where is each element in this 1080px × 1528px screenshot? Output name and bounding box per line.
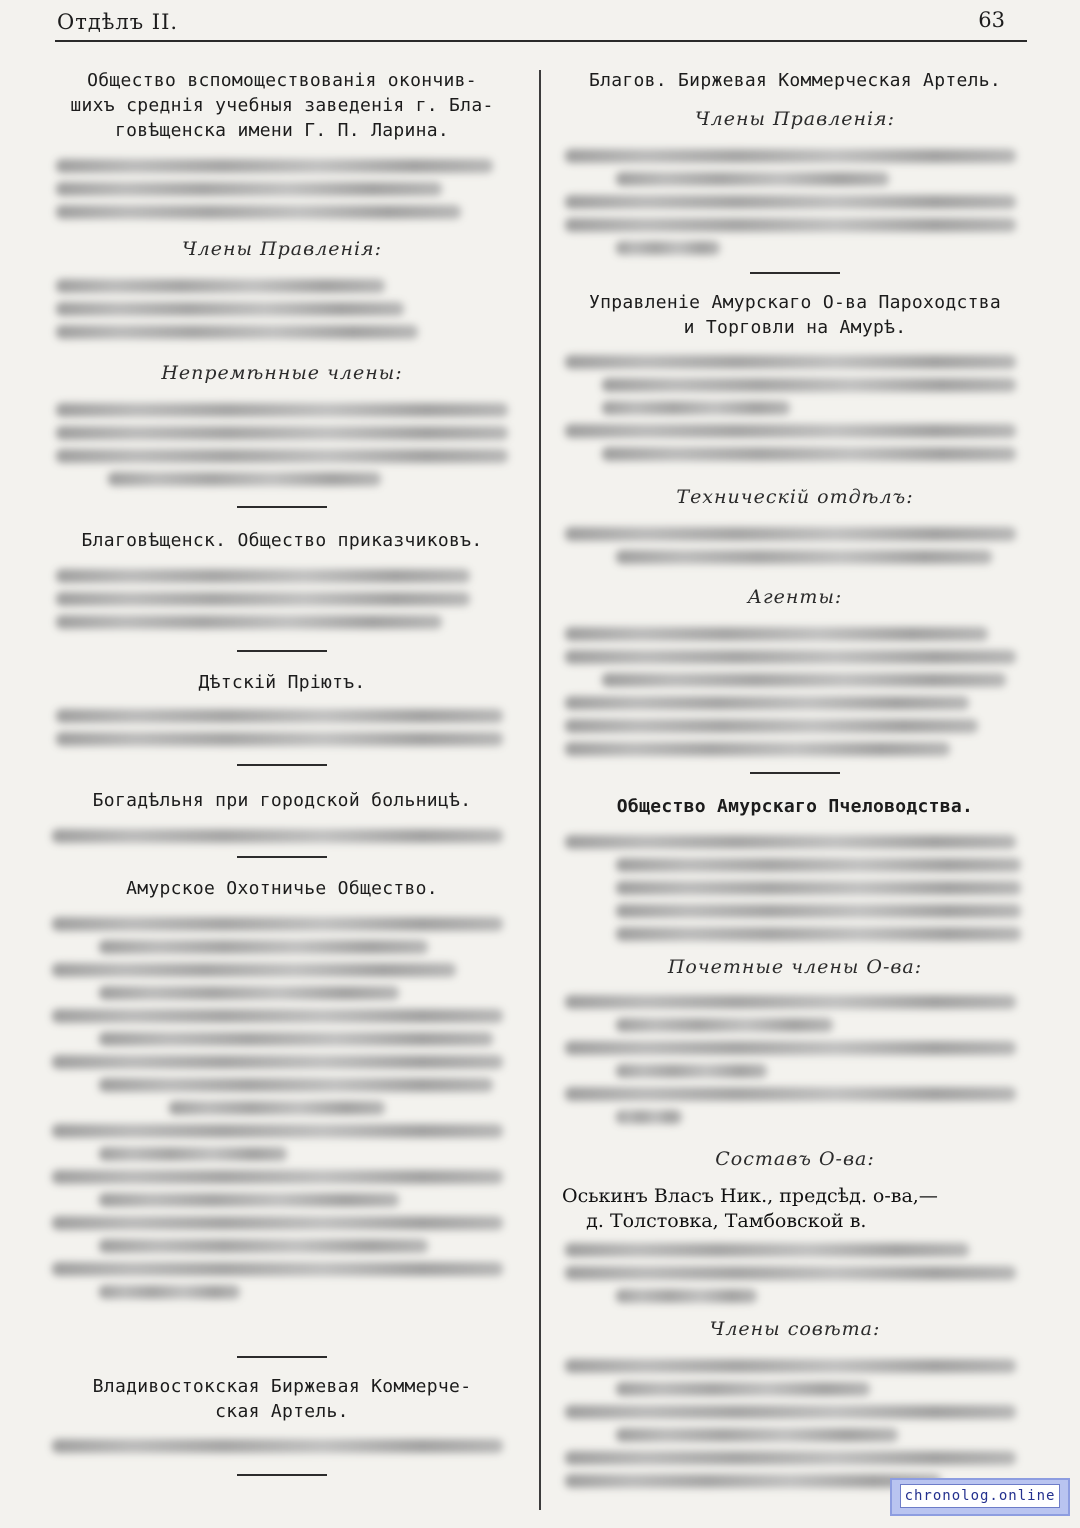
redacted-entries xyxy=(560,988,1030,1133)
watermark-badge xyxy=(890,1478,1070,1516)
watermark-text: chronolog.online xyxy=(900,1484,1060,1508)
heading-vladivostok-artel: Владивостокская Биржевая Коммерче- ская Артель. xyxy=(92,1376,472,1422)
redacted-entries xyxy=(560,620,1030,765)
subheading-permanent-members: Непремѣнные члены: xyxy=(161,362,403,384)
subheading-honorary-members: Почетные члены О-ва: xyxy=(667,956,923,978)
section-title: Отдѣлъ II. xyxy=(57,10,179,34)
column-divider xyxy=(539,70,541,1510)
redacted-entries xyxy=(560,1352,1030,1497)
separator-rule xyxy=(47,1356,517,1358)
separator-rule xyxy=(47,856,517,858)
redacted-entries xyxy=(47,396,517,495)
subheading-technical-dept: Техническій отдѣлъ: xyxy=(676,486,914,508)
subheading-council-members: Члены совѣта: xyxy=(709,1318,881,1340)
separator-rule xyxy=(47,506,517,508)
heading-blagov-artel: Благов. Биржевая Коммерческая Артель. xyxy=(588,70,1002,91)
subheading-composition: Составъ О-ва: xyxy=(715,1148,875,1170)
separator-rule xyxy=(47,1474,517,1476)
redacted-entries xyxy=(47,1432,517,1462)
separator-rule xyxy=(47,650,517,652)
redacted-entries xyxy=(47,822,517,852)
subheading-board-members: Члены Правленія: xyxy=(181,238,383,260)
separator-rule xyxy=(560,772,1030,774)
redacted-entries xyxy=(47,562,517,638)
redacted-entries xyxy=(47,702,517,755)
subheading-agents: Агенты: xyxy=(747,586,843,608)
heading-society-graduates: Общество вспомоществованія окончив- шихъ среднія учебныя заведенія г. Бла- говѣщенска имени Г. П. Ларина. xyxy=(70,70,494,141)
heading-almshouse: Богадѣльня при городской больницѣ. xyxy=(92,790,472,811)
heading-shipping-admin: Управленіе Амурскаго О-ва Пароходства и Торговли на Амурѣ. xyxy=(588,292,1002,338)
redacted-entries xyxy=(47,152,517,228)
separator-rule xyxy=(47,764,517,766)
redacted-entries xyxy=(560,142,1030,264)
redacted-entries xyxy=(560,828,1030,950)
subheading-board-members: Члены Правленія: xyxy=(694,108,896,130)
entry-oskin: Оськинъ Власъ Ник., предсѣд. о-ва,— д. Толстовка, Тамбовской в. xyxy=(562,1185,938,1232)
redacted-entries xyxy=(560,520,1030,573)
heading-orphanage: Дѣтскій Пріютъ. xyxy=(198,672,366,693)
heading-clerks-society: Благовѣщенск. Общество приказчиковъ. xyxy=(81,530,483,551)
page-number: 63 xyxy=(978,8,1005,32)
redacted-entries xyxy=(47,910,517,1308)
heading-hunting-society: Амурское Охотничье Общество. xyxy=(126,878,438,899)
redacted-entries xyxy=(47,272,517,348)
heading-beekeeping-society: Общество Амурскаго Пчеловодства. xyxy=(616,796,974,817)
redacted-entries xyxy=(560,1236,1030,1312)
redacted-entries xyxy=(560,348,1030,470)
separator-rule xyxy=(560,272,1030,274)
page-header xyxy=(55,6,1027,42)
